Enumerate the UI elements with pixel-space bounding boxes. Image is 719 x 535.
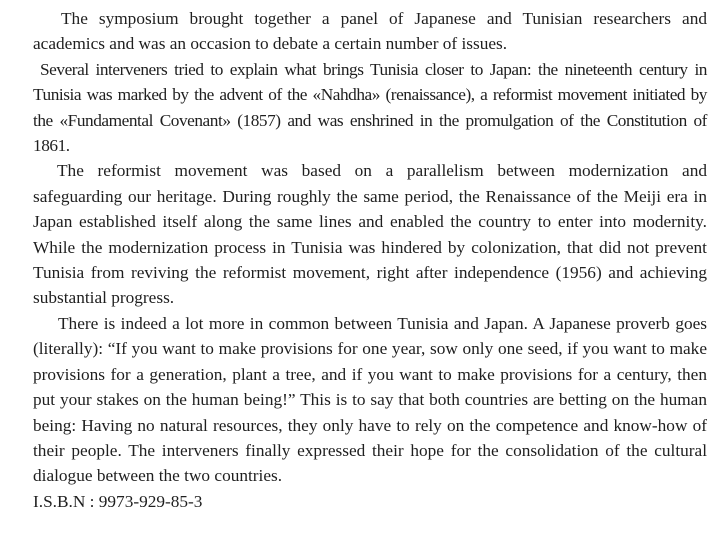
paragraph-nahdha: Several interveners tried to explain what brings Tunisia closer to Japan: the nineteenth century in Tunisia was marked by the advent of the «Nahdha» (renaissance), a reformist movement initiated by the «Fundamental Covenant» (1857) and was enshrined in the promulgation of the Constitution of 1861. [33, 59, 707, 156]
document-body [33, 6, 707, 514]
paragraph-proverb: There is indeed a lot more in common between Tunisia and Japan. A Japanese proverb goes (literally): “If you want to make provisions for one year, sow only one seed, if you want to make provisions for a generation, plant a tree, and if you want to make provisions for a century, then put your stakes on the human being!” This is to say that both countries are betting on the human being: Having no natural resources, they only have to rely on the competence and know-how of their people. The interveners finally expressed their hope for the consolidation of the cultural dialogue between the two countries. [33, 313, 707, 486]
paragraph-reformist-movement: The reformist movement was based on a parallelism between modernization and safeguarding our heritage. During roughly the same period, the Renaissance of the Meiji era in Japan established itself along the same lines and enabled the country to enter into modernity. While the modernization process in Tunisia was hindered by colonization, that did not prevent Tunisia from reviving the reformist movement, right after independence (1956) and achieving substantial progress. [33, 161, 707, 308]
paragraph-symposium: The symposium brought together a panel of Japanese and Tunisian researchers and academics and was an occasion to debate a certain number of issues. [33, 9, 707, 54]
isbn-line: I.S.B.N : 9973-929-85-3 [33, 491, 203, 511]
